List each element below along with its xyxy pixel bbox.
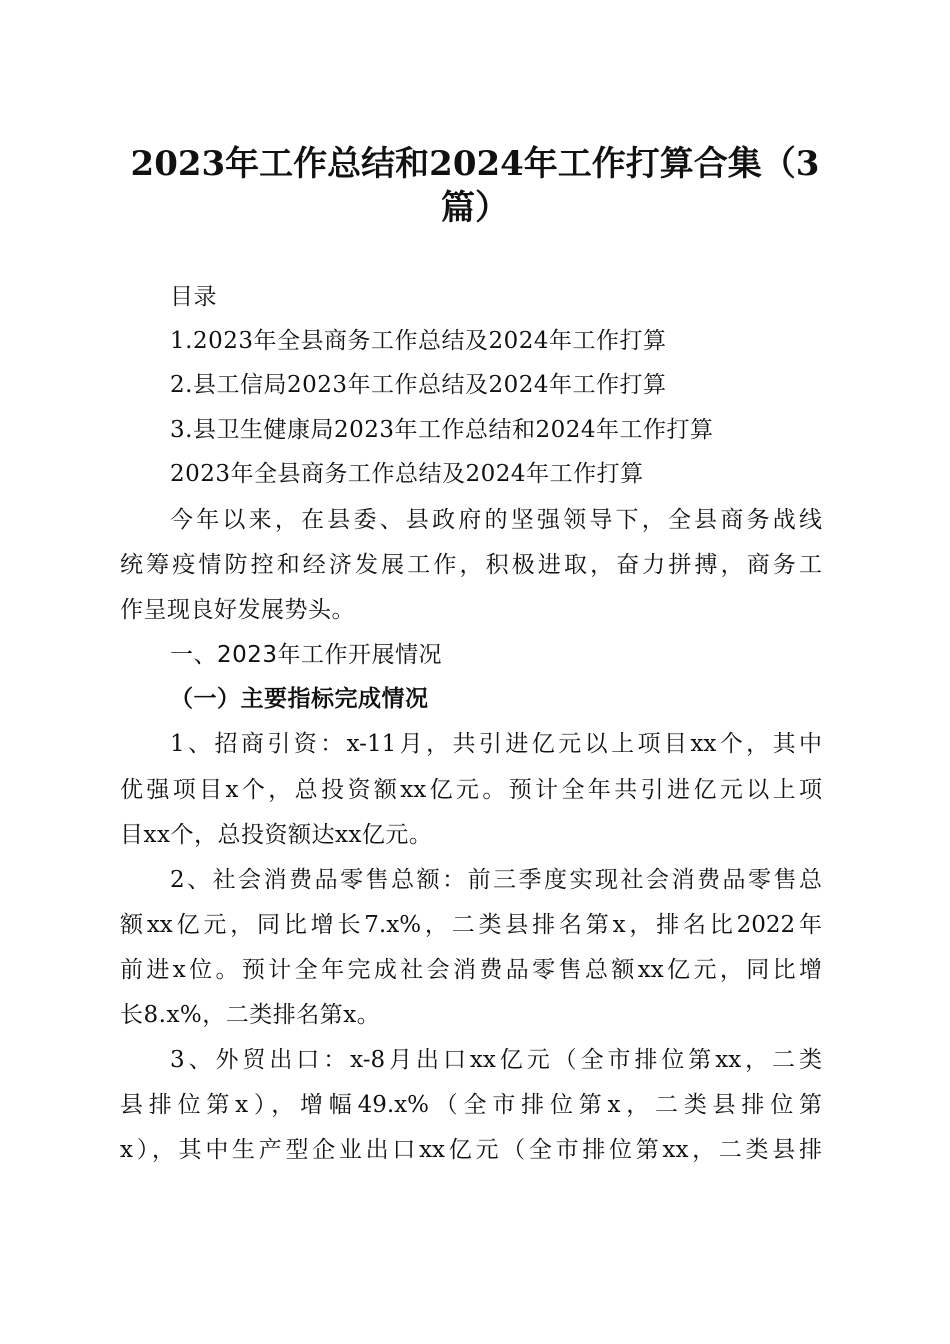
toc-item-3: 3.县卫生健康局2023年工作总结和2024年工作打算: [170, 417, 714, 443]
toc-item-2: 2.县工信局2023年工作总结及2024年工作打算: [170, 372, 667, 398]
para1-line-1: 1、招商引资：x-11月，共引进亿元以上项目xx个，其中: [170, 731, 822, 757]
para2-line-1: 2、社会消费品零售总额：前三季度实现社会消费品零售总: [170, 867, 822, 893]
para3-line-3: x），其中生产型企业出口xx亿元（全市排位第xx，二类县排: [120, 1137, 822, 1163]
subsection-heading: （一）主要指标完成情况: [170, 685, 429, 712]
toc-item-1: 1.2023年全县商务工作总结及2024年工作打算: [170, 328, 667, 354]
section-heading: 一、2023年工作开展情况: [170, 642, 443, 668]
para2-line-4: 长8.x%，二类排名第x。: [120, 1002, 381, 1028]
para1-line-3: 目xx个，总投资额达xx亿元。: [120, 822, 433, 848]
document-title-line-1: 2023年工作总结和2024年工作打算合集（3: [130, 144, 820, 184]
intro-line-3: 作呈现良好发展势头。: [120, 597, 355, 623]
para3-line-2: 县排位第x），增幅49.x%（全市排位第x，二类县排位第: [120, 1092, 822, 1118]
intro-line-1: 今年以来，在县委、县政府的坚强领导下，全县商务战线: [170, 507, 822, 533]
para2-line-2: 额xx亿元，同比增长7.x%，二类县排名第x，排名比2022年: [120, 912, 822, 938]
intro-line-2: 统筹疫情防控和经济发展工作，积极进取，奋力拼搏，商务工: [120, 552, 822, 578]
document-title-line-2: 篇）: [441, 188, 509, 228]
para3-line-1: 3、外贸出口：x-8月出口xx亿元（全市排位第xx，二类: [170, 1047, 822, 1073]
para1-line-2: 优强项目x个，总投资额xx亿元。预计全年共引进亿元以上项: [120, 777, 822, 803]
article-title: 2023年全县商务工作总结及2024年工作打算: [170, 461, 644, 487]
para2-line-3: 前进x位。预计全年完成社会消费品零售总额xx亿元，同比增: [120, 957, 822, 983]
toc-label: 目录: [170, 284, 217, 310]
